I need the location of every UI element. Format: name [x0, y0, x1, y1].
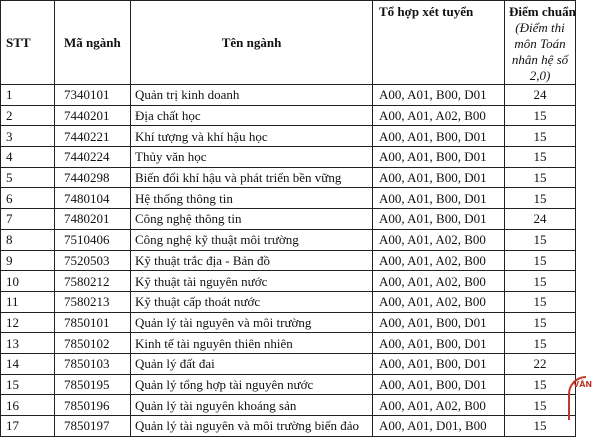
cell-to-hop: A00, A01, B00, D01 [373, 147, 505, 168]
header-stt: STT [1, 1, 55, 85]
cell-ma-nganh: 7850101 [55, 312, 131, 333]
cell-to-hop: A00, A01, A02, B00 [373, 271, 505, 292]
cell-to-hop: A00, A01, A02, B00 [373, 229, 505, 250]
cell-to-hop: A00, A01, A02, B00 [373, 250, 505, 271]
cell-stt: 9 [1, 250, 55, 271]
cell-stt: 10 [1, 271, 55, 292]
table-row [1, 374, 576, 395]
cell-stt: 13 [1, 333, 55, 354]
cell-diem-chuan: 15 [505, 416, 576, 437]
cell-to-hop: A00, A01, A02, B00 [373, 291, 505, 312]
cell-ten-nganh: Kỹ thuật trắc địa - Bản đồ [131, 250, 373, 271]
cell-ten-nganh: Quản lý tài nguyên và môi trường [131, 312, 373, 333]
cell-ma-nganh: 7440298 [55, 167, 131, 188]
cell-ten-nganh: Khí tượng và khí hậu học [131, 126, 373, 147]
table-row [1, 291, 576, 312]
cell-ma-nganh: 7850102 [55, 333, 131, 354]
cell-ten-nganh: Công nghệ thông tin [131, 209, 373, 230]
cell-ma-nganh: 7440224 [55, 147, 131, 168]
cell-to-hop: A00, A01, B00, D01 [373, 167, 505, 188]
cell-ma-nganh: 7510406 [55, 229, 131, 250]
cell-to-hop: A00, A01, B00, D01 [373, 312, 505, 333]
cell-ten-nganh: Kỹ thuật cấp thoát nước [131, 291, 373, 312]
cell-stt: 4 [1, 147, 55, 168]
cell-diem-chuan: 15 [505, 188, 576, 209]
cell-ten-nganh: Thủy văn học [131, 147, 373, 168]
header-diem-chuan [505, 1, 576, 85]
header-to-hop: Tổ hợp xét tuyển [373, 1, 505, 85]
cell-ma-nganh: 7850195 [55, 374, 131, 395]
table-row [1, 250, 576, 271]
cell-ma-nganh: 7480104 [55, 188, 131, 209]
stamp-text: VĂN [573, 380, 592, 389]
cell-ma-nganh: 7480201 [55, 209, 131, 230]
red-stamp [568, 376, 592, 420]
cell-diem-chuan: 15 [505, 374, 576, 395]
cell-ten-nganh: Quản lý đất đai [131, 353, 373, 374]
cell-to-hop: A00, A01, A02, B00 [373, 395, 505, 416]
cell-ten-nganh: Kỹ thuật tài nguyên nước [131, 271, 373, 292]
cell-stt: 5 [1, 167, 55, 188]
cell-stt: 7 [1, 209, 55, 230]
table-row [1, 147, 576, 168]
header-ma-nganh: Mã ngành [55, 1, 131, 85]
cell-diem-chuan: 15 [505, 147, 576, 168]
cell-ten-nganh: Quản trị kinh doanh [131, 85, 373, 106]
cell-ten-nganh: Địa chất học [131, 105, 373, 126]
cell-diem-chuan: 15 [505, 229, 576, 250]
cell-diem-chuan: 15 [505, 333, 576, 354]
cell-to-hop: A00, A01, B00, D01 [373, 333, 505, 354]
cell-diem-chuan: 24 [505, 209, 576, 230]
cell-ma-nganh: 7440201 [55, 105, 131, 126]
cell-diem-chuan: 15 [505, 167, 576, 188]
table-row [1, 167, 576, 188]
cell-diem-chuan: 15 [505, 126, 576, 147]
cell-ten-nganh: Quản lý tài nguyên khoáng sản [131, 395, 373, 416]
cell-ma-nganh: 7850196 [55, 395, 131, 416]
cell-ten-nganh: Biến đổi khí hậu và phát triển bền vững [131, 167, 373, 188]
cell-diem-chuan: 15 [505, 312, 576, 333]
cell-stt: 17 [1, 416, 55, 437]
cell-ten-nganh: Kinh tế tài nguyên thiên nhiên [131, 333, 373, 354]
cell-stt: 6 [1, 188, 55, 209]
cell-to-hop: A00, A01, B00, D01 [373, 374, 505, 395]
table-body [1, 85, 576, 437]
cell-stt: 3 [1, 126, 55, 147]
cell-diem-chuan: 15 [505, 291, 576, 312]
cell-ma-nganh: 7440221 [55, 126, 131, 147]
header-ten-nganh: Tên ngành [131, 1, 373, 85]
cell-ten-nganh: Quản lý tài nguyên và môi trường biển đảo [131, 416, 373, 437]
cell-to-hop: A00, A01, D01, B00 [373, 416, 505, 437]
table-row [1, 395, 576, 416]
cell-to-hop: A00, A01, A02, B00 [373, 105, 505, 126]
cell-ma-nganh: 7520503 [55, 250, 131, 271]
cell-stt: 11 [1, 291, 55, 312]
cell-to-hop: A00, A01, B00, D01 [373, 126, 505, 147]
cell-ma-nganh: 7850197 [55, 416, 131, 437]
cell-to-hop: A00, A01, B00, D01 [373, 85, 505, 106]
table-row [1, 85, 576, 106]
table-row [1, 126, 576, 147]
table-row [1, 188, 576, 209]
table-row [1, 271, 576, 292]
header-diem-note: (Điểm thi môn Toán nhân hệ số 2,0) [511, 20, 569, 83]
cell-stt: 12 [1, 312, 55, 333]
header-diem-chuan-label: Điểm chuẩn [509, 4, 576, 19]
cell-ten-nganh: Quản lý tổng hợp tài nguyên nước [131, 374, 373, 395]
cell-stt: 8 [1, 229, 55, 250]
cell-to-hop: A00, A01, B00, D01 [373, 209, 505, 230]
table-row [1, 209, 576, 230]
cell-stt: 14 [1, 353, 55, 374]
cell-diem-chuan: 15 [505, 250, 576, 271]
cell-ten-nganh: Công nghệ kỹ thuật môi trường [131, 229, 373, 250]
cell-to-hop: A00, A01, B00, D01 [373, 188, 505, 209]
cell-diem-chuan: 15 [505, 395, 576, 416]
cell-to-hop: A00, A01, B00, D01 [373, 353, 505, 374]
cell-stt: 1 [1, 85, 55, 106]
cell-diem-chuan: 24 [505, 85, 576, 106]
table-row [1, 312, 576, 333]
table-row [1, 353, 576, 374]
table-row [1, 333, 576, 354]
cell-stt: 2 [1, 105, 55, 126]
cell-ma-nganh: 7850103 [55, 353, 131, 374]
cell-ma-nganh: 7340101 [55, 85, 131, 106]
cell-diem-chuan: 22 [505, 353, 576, 374]
cell-ten-nganh: Hệ thống thông tin [131, 188, 373, 209]
cell-diem-chuan: 15 [505, 105, 576, 126]
cell-diem-chuan: 15 [505, 271, 576, 292]
table-row [1, 416, 576, 437]
cell-stt: 15 [1, 374, 55, 395]
cell-stt: 16 [1, 395, 55, 416]
cell-ma-nganh: 7580213 [55, 291, 131, 312]
table-header-row [1, 1, 576, 85]
cell-ma-nganh: 7580212 [55, 271, 131, 292]
table-row [1, 229, 576, 250]
table-row [1, 105, 576, 126]
